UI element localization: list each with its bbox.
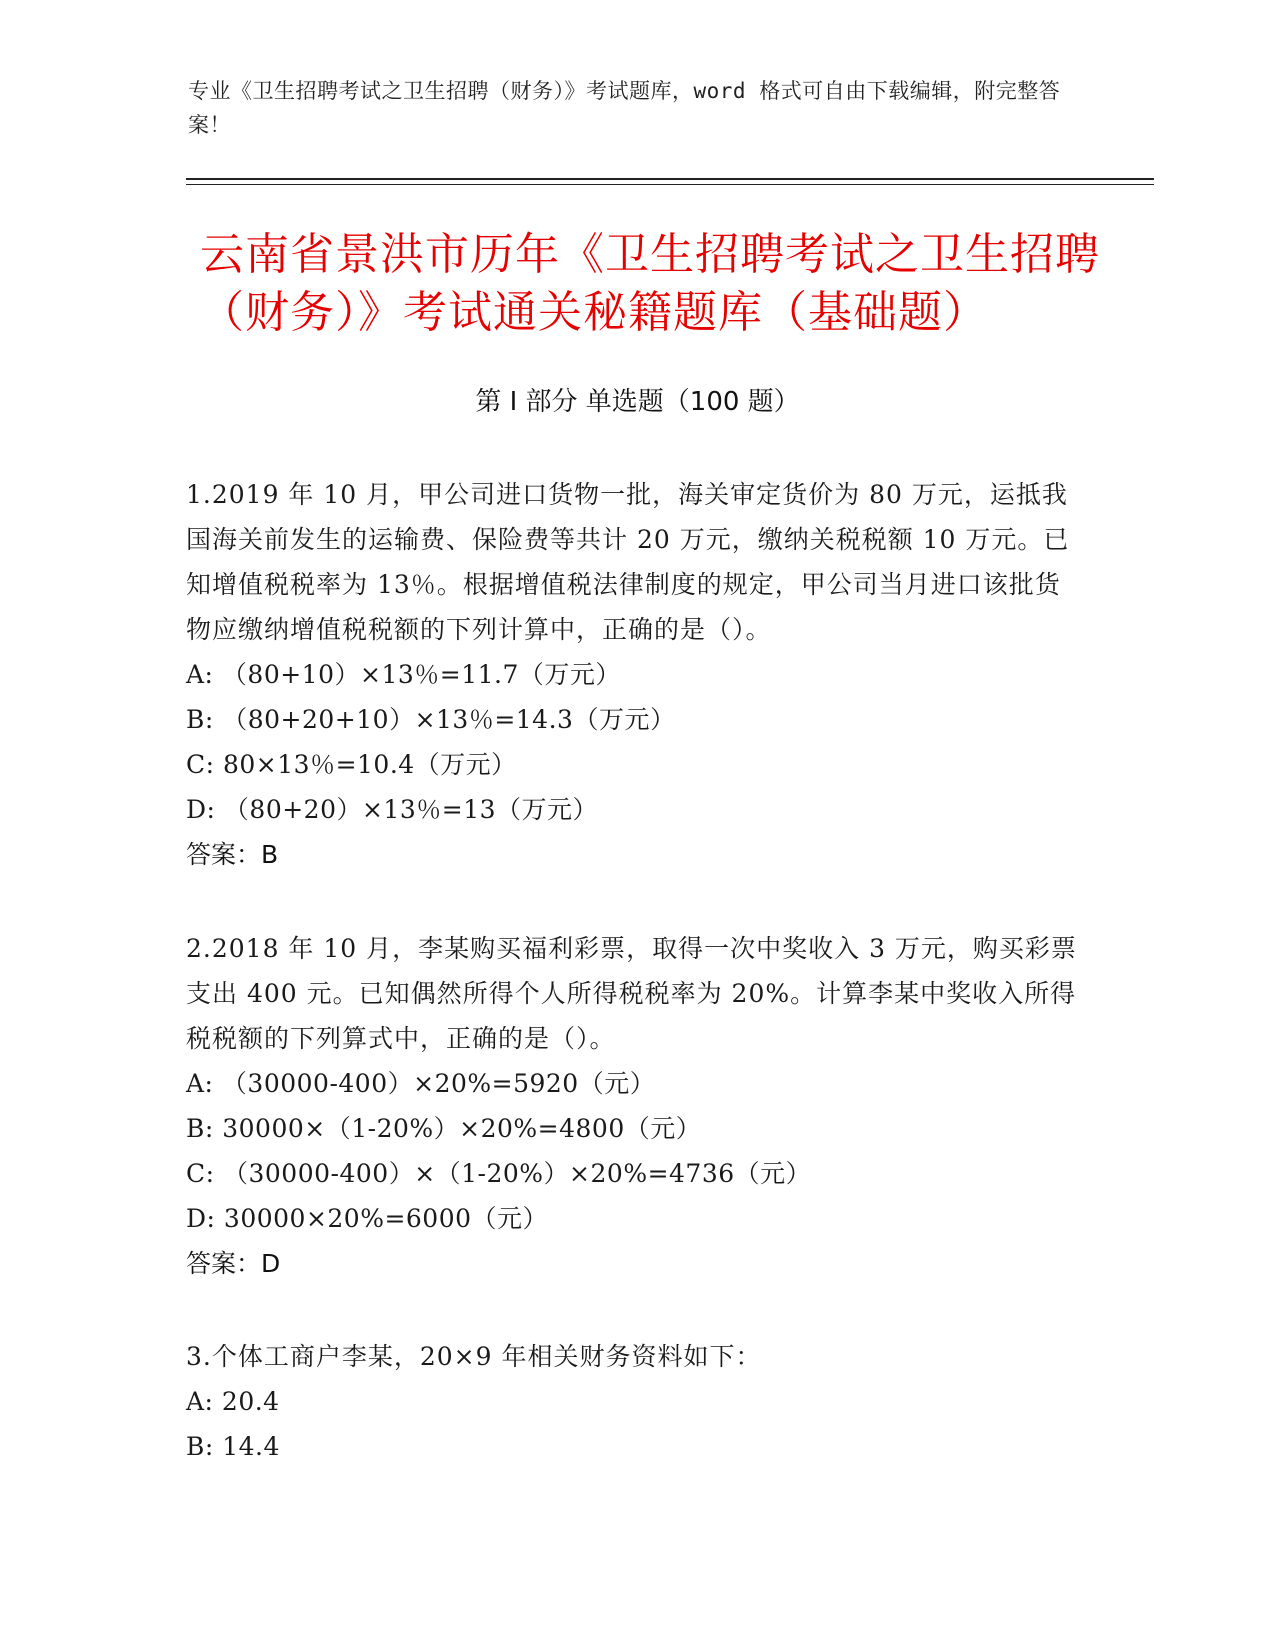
question-3 bbox=[186, 1334, 1086, 1469]
answer: 答案：B bbox=[186, 840, 279, 869]
header-rule bbox=[186, 178, 1154, 180]
question-2 bbox=[186, 926, 1086, 1286]
option-b: B: 30000×（1-20%）×20%=4800（元） bbox=[186, 1114, 702, 1143]
option-a: A: （80+10）×13％=11.7（万元） bbox=[186, 660, 621, 689]
option-a: A: （30000-400）×20%=5920（元） bbox=[186, 1069, 656, 1098]
question-stem: 2.2018 年 10 月，李某购买福利彩票，取得一次中奖收入 3 万元，购买彩票支出 400 元。已知偶然所得个人所得税税率为 20%。计算李某中奖收入所得税税额的下列算式中，正确的是（）。 bbox=[186, 934, 1077, 1053]
option-b: B: 14.4 bbox=[186, 1432, 280, 1461]
question-stem: 3.个体工商户李某，20×9 年相关财务资料如下： bbox=[186, 1342, 762, 1371]
option-c: C: （30000-400）×（1-20%）×20%=4736（元） bbox=[186, 1159, 812, 1188]
answer: 答案：D bbox=[186, 1249, 281, 1278]
option-d: D: 30000×20%=6000（元） bbox=[186, 1204, 549, 1233]
option-c: C: 80×13％=10.4（万元） bbox=[186, 750, 517, 779]
section-heading: 第 I 部分 单选题（100 题） bbox=[475, 387, 800, 417]
option-b: B: （80+20+10）×13％=14.3（万元） bbox=[186, 705, 676, 734]
option-d: D: （80+20）×13％=13（万元） bbox=[186, 795, 599, 824]
question-stem: 1.2019 年 10 月，甲公司进口货物一批，海关审定货价为 80 万元，运抵我国海关前发生的运输费、保险费等共计 20 万元，缴纳关税税额 10 万元。已知增值税税率为 13％。根据增值税法律制度的规定，甲公司当月进口该批货物应缴纳增值税税额的下列计算中，正确的是（）。 bbox=[186, 480, 1070, 644]
header-rule-thin bbox=[186, 184, 1154, 185]
option-a: A: 20.4 bbox=[186, 1387, 280, 1416]
header-note: 专业《卫生招聘考试之卫生招聘（财务）》考试题库，word 格式可自由下载编辑，附完整答案！ bbox=[188, 79, 1061, 137]
document-title: 云南省景洪市历年《卫生招聘考试之卫生招聘（财务）》考试通关秘籍题库（基础题） bbox=[200, 229, 1100, 338]
question-1 bbox=[186, 472, 1086, 877]
